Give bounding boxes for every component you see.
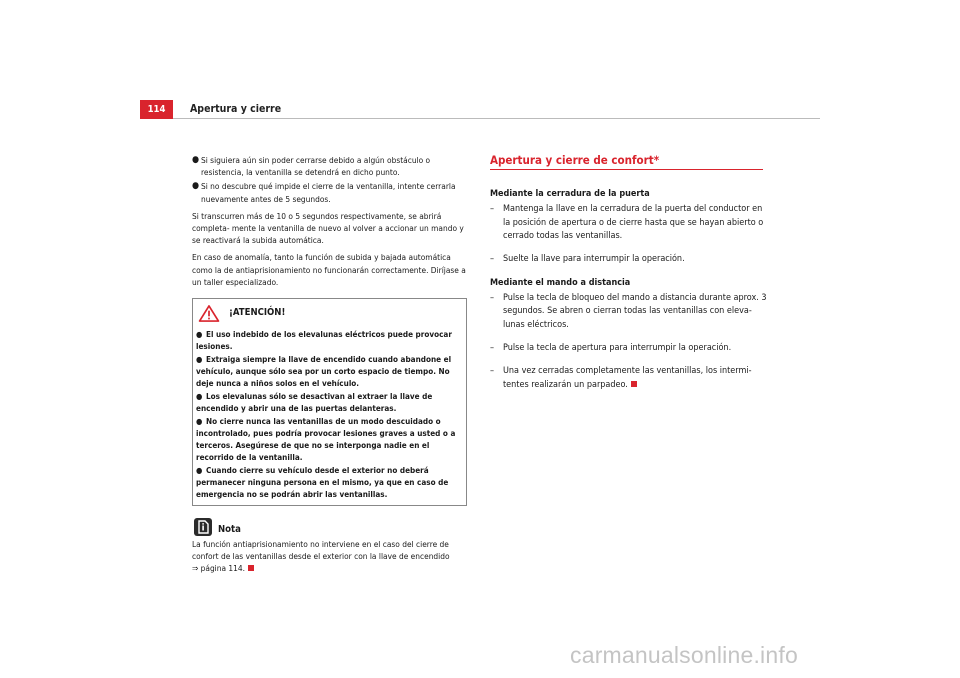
step-item: – Una vez cerradas completamente las ventanillas, los intermi- tentes realizarán un parpadeo. — [490, 365, 768, 392]
warning-item: ● No cierre nunca las ventanillas de un modo descuidado o incontrolado, pues podría provocar lesiones graves a usted o a terceros. Asegúrese de que no se interponga nadie en el recorrido de la ventanilla. — [196, 416, 456, 463]
note-text: La función antiaprisionamiento no interviene en el caso del cierre de confort de las ventanillas desde el exterior con la llave de encendido ⇒ página 114. — [192, 539, 450, 574]
step-item: – Pulse la tecla de apertura para interrumpir la operación. — [490, 342, 768, 355]
paragraph: En caso de anomalía, tanto la función de subida y bajada automática como la de antiaprisionamiento no funcionarán correctamente. Diríjase a un taller especializado. — [192, 252, 466, 287]
bullet-icon: ● — [196, 354, 203, 365]
left-column — [192, 154, 467, 580]
section-title: Apertura y cierre de confort* — [490, 153, 660, 167]
step-item: – Suelte la llave para interrumpir la operación. — [490, 253, 768, 266]
page-header — [140, 100, 820, 119]
warning-item: ● Los elevalunas sólo se desactivan al extraer la llave de encendido y abrir una de las puertas delanteras. — [196, 391, 433, 414]
warning-title: ¡ATENCIÓN! — [229, 307, 286, 319]
right-column — [490, 154, 768, 402]
dash-marker: – — [490, 292, 495, 303]
warning-triangle-icon — [198, 305, 220, 322]
dash-marker: – — [490, 366, 495, 377]
info-note-icon — [194, 518, 212, 536]
step-item: – Pulse la tecla de bloqueo del mando a distancia durante aprox. 3 segundos. Se abren o cierran todas las ventanillas con eleva- lunas eléctricos. — [490, 292, 768, 332]
bullet-item: ● Si no descubre qué impide el cierre de la ventanilla, intente cerrarla nuevamente antes de 5 segundos. — [192, 181, 456, 204]
end-mark-icon — [631, 381, 637, 387]
header-title: Apertura y cierre — [190, 103, 282, 115]
note-header — [192, 518, 467, 536]
warning-item: ● Extraiga siempre la llave de encendido cuando abandone el vehículo, aunque sólo sea por un corto espacio de tiempo. No deje nunca a niños solos en el vehículo. — [196, 354, 452, 389]
bullet-icon: ● — [192, 181, 200, 192]
subsection-title: Mediante la cerradura de la puerta — [490, 189, 650, 200]
bullet-icon: ● — [192, 155, 200, 165]
bullet-icon: ● — [196, 391, 203, 402]
bullet-icon: ● — [196, 416, 203, 427]
end-mark-icon — [248, 565, 254, 571]
note-title: Nota — [218, 524, 241, 536]
section-rule — [490, 169, 763, 170]
page-number: 114 — [140, 100, 173, 119]
dash-marker: – — [490, 343, 495, 354]
page-reference-link[interactable]: ⇒ página 114. — [192, 563, 246, 574]
subsection-title: Mediante el mando a distancia — [490, 277, 631, 288]
warning-item: ● El uso indebido de los elevalunas eléctricos puede provocar lesiones. — [196, 329, 452, 352]
watermark: carmanualsonline.info — [570, 642, 798, 668]
warning-header — [196, 305, 463, 322]
bullet-icon: ● — [196, 465, 203, 476]
header-rule — [173, 118, 820, 119]
step-item: – Mantenga la llave en la cerradura de la puerta del conductor en la posición de apertura o de cierre hasta que se hayan abierto o cerrado todas las ventanillas. — [490, 203, 768, 243]
bullet-icon: ● — [196, 329, 203, 340]
paragraph: Si transcurren más de 10 o 5 segundos respectivamente, se abrirá completa- mente la ventanilla de nuevo al volver a accionar un mando y se reactivará la subida automática. — [192, 210, 464, 246]
bullet-item: ● Si siguiera aún sin poder cerrarse debido a algún obstáculo o resistencia, la ventanilla se detendrá en dicho punto. — [192, 155, 431, 178]
warning-box — [192, 298, 467, 506]
warning-item: ● Cuando cierre su vehículo desde el exterior no deberá permanecer ninguna persona en el mismo, ya que en caso de emergencia no se podrán abrir las ventanillas. — [196, 465, 449, 500]
dash-marker: – — [490, 204, 495, 215]
dash-marker: – — [490, 254, 495, 265]
